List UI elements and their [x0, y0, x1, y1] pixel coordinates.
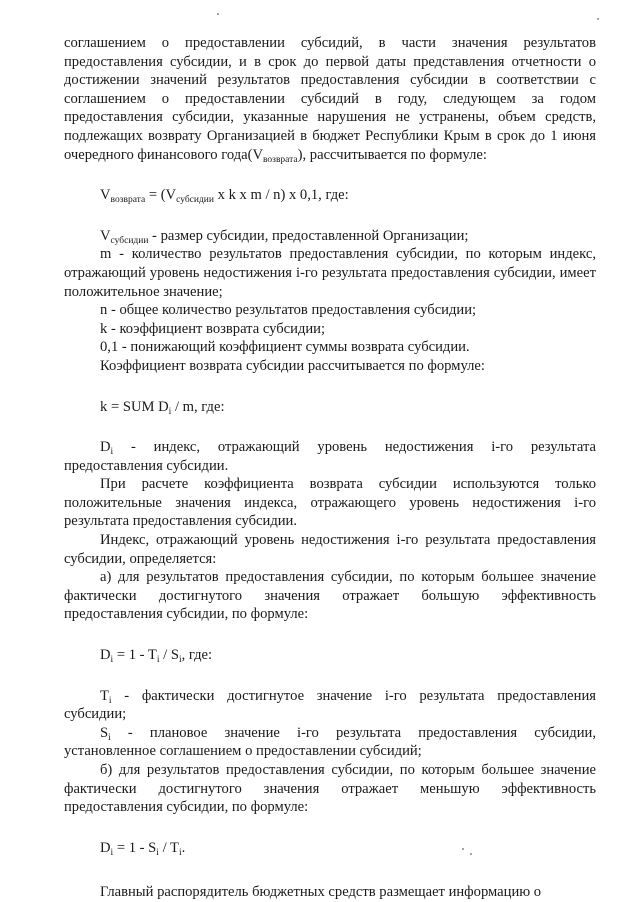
- definition-var: m: [100, 246, 112, 263]
- formula-term: , где:: [181, 647, 213, 664]
- scan-speck: [597, 18, 599, 20]
- formula-term: = 1 - S: [113, 839, 157, 856]
- definition-n: [64, 301, 596, 320]
- definition-var: D: [100, 439, 111, 456]
- definition-text: - коэффициент возврата субсидии;: [107, 320, 326, 337]
- formula-term: x k x m / n) x 0,1, где:: [213, 187, 349, 204]
- definition-subscript: i: [110, 447, 114, 458]
- definition-subscript: субсидии: [110, 235, 149, 246]
- definition-text: - количество результатов предоставления субсидии, по которым индекс, отражающий уровень недостижения i-го результата предоставления субсидии, имеет положительное значение;: [64, 246, 596, 300]
- case-b: б) для результатов предоставления субсидии, по которым большее значение фактически достигнутого значения отражает меньшую эффективность предоставления субсидии, по формуле:: [64, 762, 596, 816]
- formula-term: D: [100, 647, 111, 664]
- definition-text: - плановое значение i-го результата предоставления субсидии, установленное соглашением о предоставлении субсидий;: [64, 724, 596, 760]
- intro-paragraph: [64, 34, 596, 164]
- formula-term: / S: [159, 647, 179, 664]
- definition-var: n: [100, 302, 108, 319]
- definition-v-subsidy: [64, 227, 596, 246]
- definition-text: - фактически достигнутое значение i-го результата предоставления субсидии;: [64, 687, 596, 723]
- definition-si: [64, 724, 596, 761]
- definition-reducing-factor: [64, 338, 596, 357]
- formula-subscript: i: [178, 847, 182, 858]
- scan-speck: [462, 848, 464, 850]
- definition-var: T: [100, 687, 109, 704]
- formula-return-volume: [64, 186, 596, 205]
- definition-subscript: i: [108, 695, 112, 706]
- formula-subscript: i: [178, 655, 182, 666]
- formula-di-b: [64, 839, 596, 858]
- formula-subscript: i: [110, 655, 114, 666]
- formula-subscript: i: [168, 406, 172, 417]
- intro-text-end: ), рассчитывается по формуле:: [297, 146, 487, 163]
- definition-var: k: [100, 320, 108, 337]
- definition-k: [64, 320, 596, 339]
- closing-paragraph: Главный распорядитель бюджетных средств размещает информацию о: [100, 884, 542, 901]
- formula-term: / T: [158, 839, 179, 856]
- formula-subscript: i: [156, 655, 160, 666]
- scan-speck: [470, 853, 472, 855]
- scan-speck: [217, 13, 219, 15]
- formula-term: D: [100, 839, 111, 856]
- case-a: а) для результатов предоставления субсидии, по которым большее значение фактически достигнутого значения отражает большую эффективность предоставления субсидии, по формуле:: [64, 569, 596, 623]
- positive-note: При расчете коэффициента возврата субсидии используются только положительные значения индекса, отражающего уровень недостижения i-го результата предоставления субсидии.: [64, 476, 596, 530]
- formula-subscript: i: [156, 847, 159, 858]
- formula-term: V: [100, 187, 111, 204]
- definition-var: V: [100, 227, 111, 244]
- k-intro: Коэффициент возврата субсидии рассчитывается по формуле:: [100, 357, 485, 374]
- formula-term: = (V: [145, 187, 177, 204]
- definition-ti: [64, 687, 596, 724]
- formula-subscript: субсидии: [176, 195, 214, 206]
- formula-k: [64, 398, 596, 417]
- intro-subscript: возврата: [263, 154, 298, 165]
- index-defined: Индекс, отражающий уровень недостижения i-го результата предоставления субсидии, определяется:: [64, 532, 596, 567]
- formula-term: = 1 - T: [113, 647, 157, 664]
- intro-text: соглашением о предоставлении субсидий, в части значения результатов предоставления субсидии, и в срок до первой даты представления отчетности о достижении значений результатов предоставления субсидии в соответствии с соглашением о предоставлении субсидий в году, следующем за годом предоставления субсидии, указанные нарушения не устранены, объем средств, подлежащих возврату Организацией в бюджет Республики Крым в срок до 1 июня очередного финансового года(V: [64, 35, 596, 163]
- formula-term: k = SUM D: [100, 398, 169, 415]
- definition-m: [64, 245, 596, 301]
- definition-text: - индекс, отражающий уровень недостижения i-го результата предоставления субсидии.: [64, 439, 596, 474]
- formula-term: .: [181, 839, 186, 856]
- definition-var: S: [100, 724, 109, 741]
- formula-subscript: i: [110, 847, 114, 858]
- formula-term: / m, где:: [171, 398, 225, 415]
- document-page: [64, 34, 596, 902]
- formula-subscript: возврата: [110, 195, 146, 206]
- definition-text: - понижающий коэффициент суммы возврата субсидии.: [118, 339, 470, 356]
- definition-di: [64, 438, 596, 475]
- definition-var: 0,1: [100, 339, 119, 356]
- definition-text: - размер субсидии, предоставленной Организации;: [148, 227, 469, 244]
- definition-subscript: i: [108, 732, 111, 743]
- formula-di-a: [64, 646, 596, 665]
- definition-text: - общее количество результатов предоставления субсидии;: [107, 302, 477, 319]
